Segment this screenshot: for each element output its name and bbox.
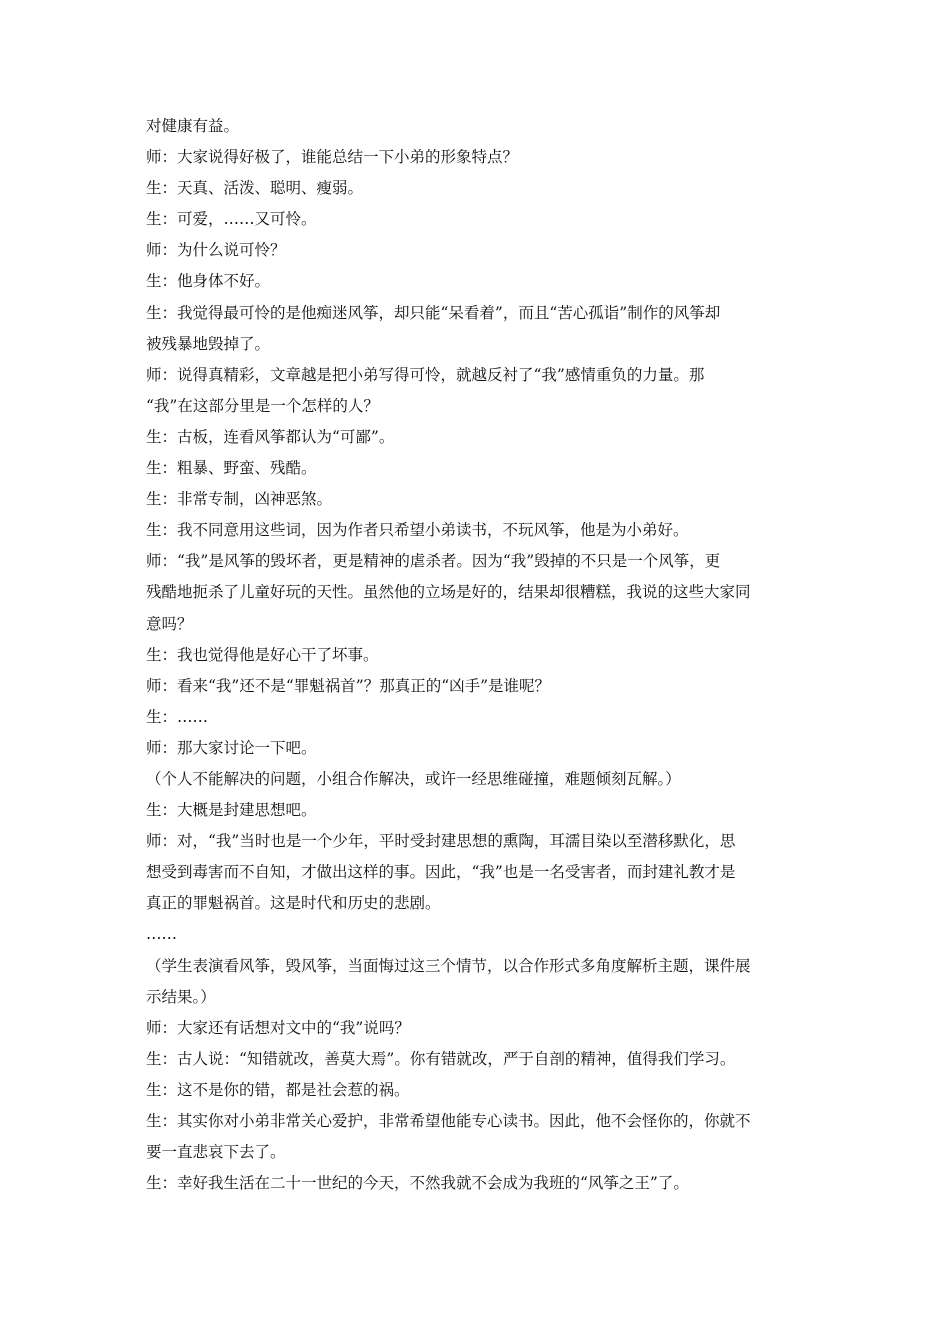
text-line: 师：看来“我”还不是“罪魁祸首”？那真正的“凶手”是谁呢？: [146, 676, 551, 695]
text-line: 要一直悲哀下去了。: [146, 1143, 286, 1162]
text-line: 生：非常专制，凶神恶煞。: [146, 490, 333, 509]
text-line: 生：这不是你的错，都是社会惹的祸。: [146, 1080, 410, 1099]
text-line: 生：粗暴、野蛮、残酷。: [146, 459, 317, 478]
text-line: 师：大家说得好极了，谁能总结一下小弟的形象特点？: [146, 148, 519, 167]
text-line: 生：天真、活泼、聪明、瘦弱。: [146, 179, 364, 198]
text-line: 示结果。）: [146, 987, 216, 1006]
text-line: 生：可爱，……又可怜。: [146, 210, 317, 229]
text-line: 生：古板，连看风筝都认为“可鄙”。: [146, 427, 395, 446]
text-line: 生：古人说：“知错就改，善莫大焉”。你有错就改，严于自剖的精神，值得我们学习。: [146, 1049, 736, 1068]
text-line: 想受到毒害而不自知，才做出这样的事。因此，“我”也是一名受害者，而封建礼教才是: [146, 863, 736, 882]
text-line: 生：他身体不好。: [146, 272, 271, 291]
text-line: ……: [146, 925, 177, 944]
text-line: 生：我不同意用这些词，因为作者只希望小弟读书，不玩风筝，他是为小弟好。: [146, 521, 689, 540]
text-line: 对健康有益。: [146, 117, 240, 135]
text-line: 真正的罪魁祸首。这是时代和历史的悲剧。: [146, 894, 441, 913]
text-line: 被残暴地毁掉了。: [146, 334, 271, 353]
text-line: 生：其实你对小弟非常关心爱护，非常希望他能专心读书。因此，他不会怪你的，你就不: [146, 1112, 751, 1130]
text-line: “我”在这部分里是一个怎样的人？: [146, 396, 379, 415]
text-line: 师：大家还有话想对文中的“我”说吗？: [146, 1018, 410, 1037]
text-line: 生：我也觉得他是好心干了坏事。: [146, 645, 379, 664]
text-line: 师：“我”是风筝的毁坏者，更是精神的虐杀者。因为“我”毁掉的不只是一个风筝，更: [146, 552, 721, 571]
text-line: 师：为什么说可怜？: [146, 241, 286, 260]
text-line: 生：幸好我生活在二十一世纪的今天，不然我就不会成为我班的“风筝之王”了。: [146, 1174, 689, 1193]
text-line: （个人不能解决的问题，小组合作解决，或许一经思维碰撞，难题倾刻瓦解。）: [146, 769, 681, 788]
text-line: 生：我觉得最可怜的是他痴迷风筝，却只能“呆看着”，而且“苦心孤诣”制作的风筝却: [146, 303, 721, 322]
text-line: 师：那大家讨论一下吧。: [146, 738, 317, 757]
text-line: 生：……: [146, 707, 209, 726]
text-line: 残酷地扼杀了儿童好玩的天性。虽然他的立场是好的，结果却很糟糕，我说的这些大家同: [146, 583, 751, 602]
text-line: 意吗？: [146, 614, 193, 633]
text-line: 生：大概是封建思想吧。: [146, 801, 317, 820]
document-body: [146, 111, 808, 1199]
text-line: 师：说得真精彩，文章越是把小弟写得可怜，就越反衬了“我”感情重负的力量。那: [146, 365, 705, 384]
text-line: （学生表演看风筝，毁风筝，当面悔过这三个情节，以合作形式多角度解析主题，课件展: [146, 956, 751, 975]
text-line: 师：对，“我”当时也是一个少年，平时受封建思想的熏陶，耳濡目染以至潜移默化，思: [146, 832, 736, 851]
